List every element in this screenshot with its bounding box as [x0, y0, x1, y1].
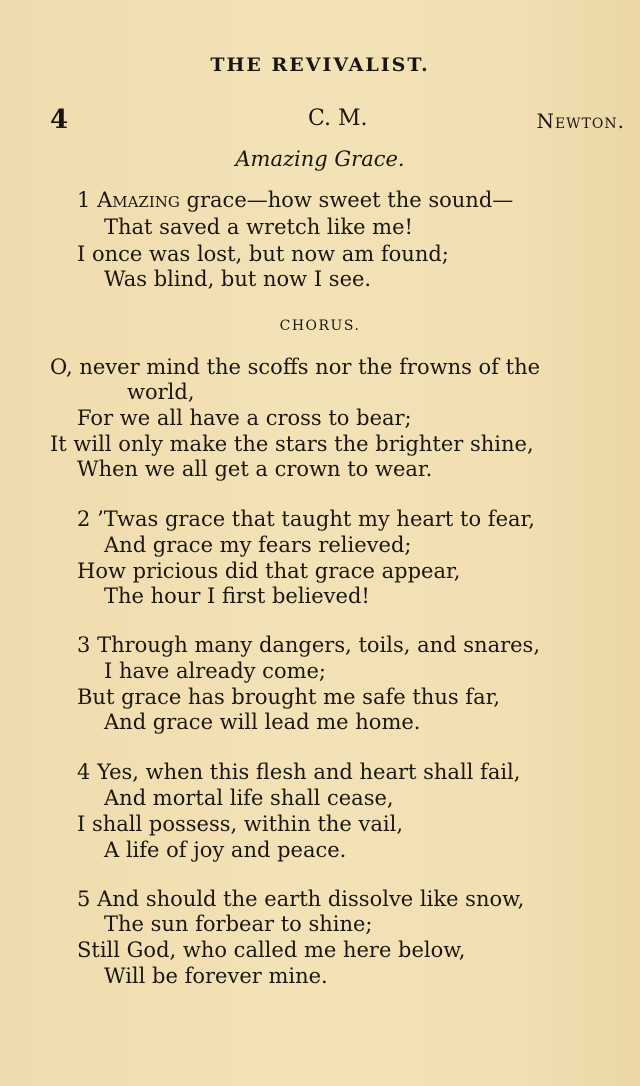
stanza-line: And mortal life shall cease,: [104, 786, 394, 810]
chorus-line: For we all have a cross to bear;: [77, 406, 412, 430]
stanza-number: 1: [77, 188, 91, 212]
hymn-number: 4: [50, 105, 69, 135]
stanza-line: [77, 759, 520, 785]
stanza-first-word: Amazing: [97, 188, 180, 212]
hymn-header: [50, 105, 625, 137]
stanza-line-text: ’Twas grace that taught my heart to fear,: [97, 507, 535, 531]
stanza-line: [77, 506, 535, 532]
stanza-line-text: Through many dangers, toils, and snares,: [97, 633, 541, 657]
stanza-line: Was blind, but now I see.: [104, 267, 372, 291]
stanza-line: The sun forbear to shine;: [104, 912, 373, 936]
chorus-line: world,: [127, 380, 195, 404]
running-title: THE REVIVALIST.: [210, 54, 430, 76]
stanza-line: How pricious did that grace appear,: [77, 559, 461, 583]
stanza-line: That saved a wretch like me!: [104, 215, 413, 239]
stanza-line: [77, 187, 513, 213]
chorus-line: It will only make the stars the brighter shine,: [50, 432, 534, 456]
stanza-number: 2: [77, 507, 91, 531]
stanza-line: I have already come;: [104, 659, 327, 683]
stanza-line: I shall possess, within the vail,: [77, 812, 404, 836]
stanza-line-text: grace—how sweet the sound—: [179, 188, 514, 212]
stanza-line: [77, 886, 524, 912]
stanza-line: And grace will lead me home.: [104, 710, 421, 734]
stanza-line: Will be forever mine.: [104, 964, 328, 988]
stanza-line: I once was lost, but now am found;: [77, 242, 449, 266]
stanza-line: The hour I first believed!: [104, 584, 370, 608]
stanza-line: Still God, who called me here below,: [77, 938, 466, 962]
stanza-number: 4: [77, 760, 91, 784]
stanza-line-text: And should the earth dissolve like snow,: [97, 887, 525, 911]
stanza-line: [77, 632, 540, 658]
hymn-author: Newton.: [536, 109, 625, 133]
stanza-line: A life of joy and peace.: [104, 838, 347, 862]
hymn-title: Amazing Grace.: [235, 147, 405, 171]
chorus-line: O, never mind the scoffs nor the frowns of the: [50, 355, 541, 379]
stanza-line: But grace has brought me safe thus far,: [77, 685, 500, 709]
stanza-line: And grace my fears relieved;: [104, 533, 412, 557]
stanza-number: 3: [77, 633, 91, 657]
chorus-label: CHORUS.: [279, 318, 361, 334]
chorus-line: When we all get a crown to wear.: [77, 457, 433, 481]
hymn-meter: C. M.: [308, 106, 368, 131]
stanza-line-text: Yes, when this flesh and heart shall fail,: [97, 760, 521, 784]
stanza-number: 5: [77, 887, 91, 911]
